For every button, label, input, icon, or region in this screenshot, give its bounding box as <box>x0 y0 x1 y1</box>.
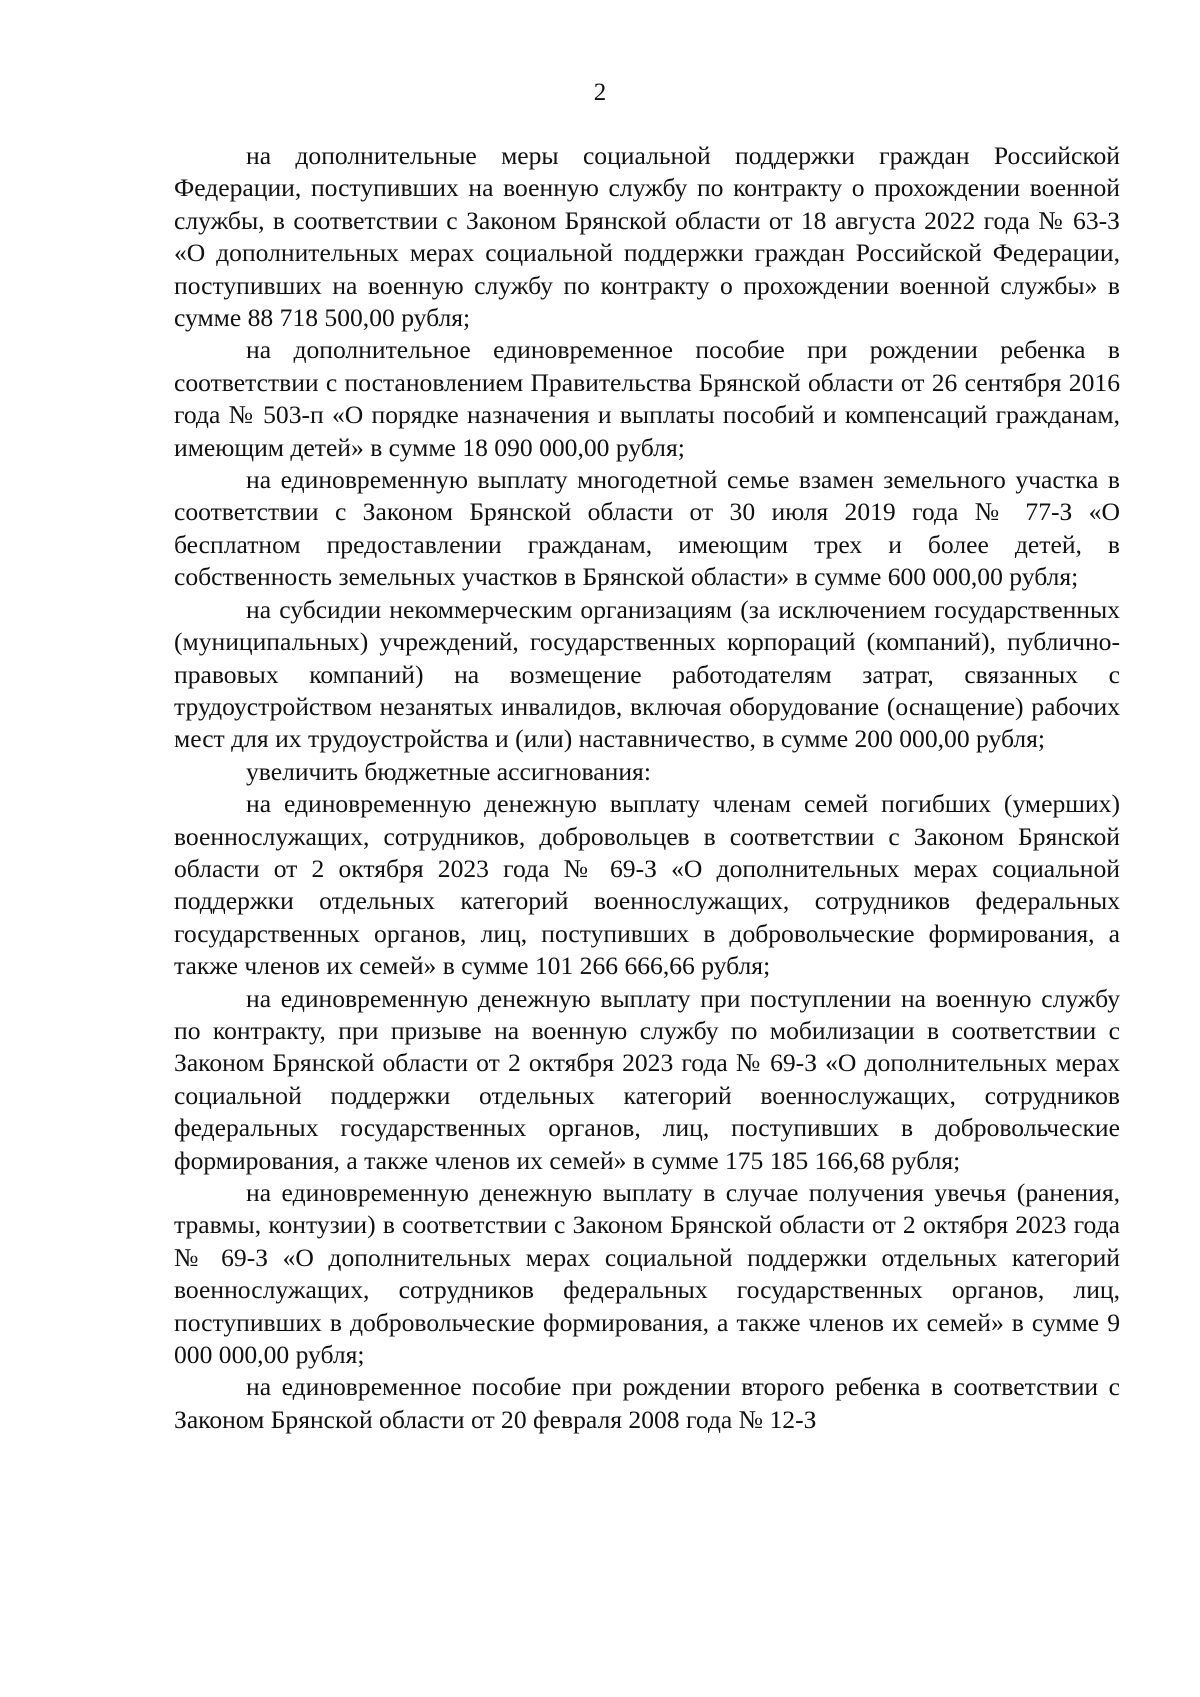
page-number: 2 <box>593 79 607 106</box>
paragraph: на единовременное пособие при рождении второго ребенка в соответствии с Законом Брянской области от 20 февраля 2008 года № 12-З <box>174 1372 1120 1434</box>
paragraph: на дополнительные меры социальной поддержки граждан Российской Федерации, поступивших на военную службу по контракту о прохождении военной службы, в соответствии с Законом Брянской области от 18 августа 2022 года № 63-З «О дополнительных мерах социальной поддержки граждан Российской Федерации, поступивших на военную службу по контракту о прохождении военной службы» в сумме 88 718 500,00 рубля; <box>174 141 1120 333</box>
paragraph: на единовременную выплату многодетной семье взамен земельного участка в соответствии с Законом Брянской области от 30 июля 2019 года № 77-З «О бесплатном предоставлении гражданам, имеющим трех и более детей, в собственность земельных участков в Брянской области» в сумме 600 000,00 рубля; <box>174 465 1120 592</box>
paragraph: на субсидии некоммерческим организациям (за исключением государственных (муниципальных) учреждений, государственных корпораций (компаний), публично-правовых компаний) на возмещение работодателям затрат, связанных с трудоустройством незанятых инвалидов, включая оборудование (оснащение) рабочих мест для их трудоустройства и (или) наставничество, в сумме 200 000,00 рубля; <box>174 594 1120 754</box>
document-body <box>174 140 1120 1436</box>
paragraph: увеличить бюджетные ассигнования: <box>246 756 651 786</box>
paragraph: на единовременную денежную выплату членам семей погибших (умерших) военнослужащих, сотрудников, добровольцев в соответствии с Законом Брянской области от 2 октября 2023 года № 69-З «О дополнительных мерах социальной поддержки отдельных категорий военнослужащих, сотрудников федеральных государственных органов, лиц, поступивших в добровольческие формирования, а также членов их семей» в сумме 101 266 666,66 рубля; <box>174 789 1120 981</box>
paragraph: на единовременную денежную выплату при поступлении на военную службу по контракту, при призыве на военную службу по мобилизации в соответствии с Законом Брянской области от 2 октября 2023 года № 69-З «О дополнительных мерах социальной поддержки отдельных категорий военнослужащих, сотрудников федеральных государственных органов, лиц, поступивших в добровольческие формирования, а также членов их семей» в сумме 175 185 166,68 рубля; <box>174 983 1120 1175</box>
paragraph: на дополнительное единовременное пособие при рождении ребенка в соответствии с постановлением Правительства Брянской области от 26 сентября 2016 года № 503-п «О порядке назначения и выплаты пособий и компенсаций гражданам, имеющим детей» в сумме 18 090 000,00 рубля; <box>174 335 1120 462</box>
paragraph: на единовременную денежную выплату в случае получения увечья (ранения, травмы, контузии) в соответствии с Законом Брянской области от 2 октября 2023 года № 69-З «О дополнительных мерах социальной поддержки отдельных категорий военнослужащих, сотрудников федеральных государственных органов, лиц, поступивших в добровольческие формирования, а также членов их семей» в сумме 9 000 000,00 рубля; <box>174 1178 1120 1370</box>
